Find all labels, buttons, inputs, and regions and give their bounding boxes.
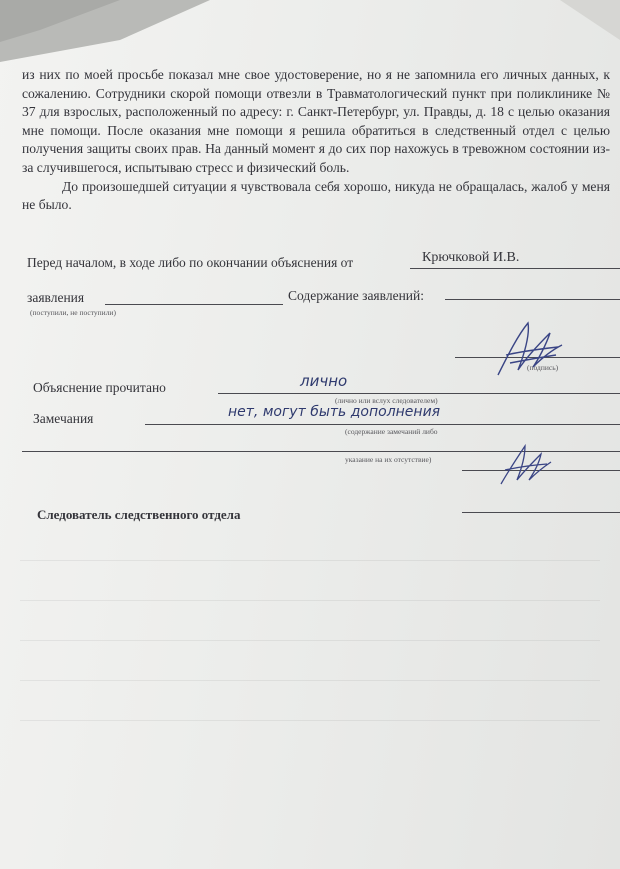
content-label: Содержание заявлений: <box>288 288 424 303</box>
remarks-value: нет, могут быть дополнения <box>228 404 441 420</box>
signature-1 <box>488 315 568 385</box>
remarks-label: Замечания <box>33 411 94 426</box>
content-line <box>445 299 620 300</box>
read-label: Объяснение прочитано <box>33 380 166 395</box>
signature-2 <box>495 440 555 490</box>
read-hint: (лично или вслух следователем) <box>335 396 438 405</box>
read-value: лично <box>300 372 348 390</box>
from-name: Крючковой И.В. <box>422 250 520 265</box>
statements-hint: (поступили, не поступили) <box>30 308 116 317</box>
statement-paragraph-2: До произошедшей ситуации я чувствовала себя хорошо, никуда не обращалась, жалоб у меня не было. <box>22 178 610 213</box>
statement-paragraph-1: из них по моей просьбе показал мне свое удостоверение, но я не запомнила его личных данных, к сожалению. Сотрудники скорой помощи отвезли в Травматологический пункт при поликлинике № 37 для взрослых, расположенный по адресу: г. Санкт-Петербург, ул. Правды, д. 18 с целью оказания мне помощи. После оказания мне помощи я решила обратиться в следственный отдел с целью получения защиты своих прав. На данный момент я до сих пор нахожусь в тревожном состоянии из-за случившегося, испытываю стресс и физический боль. <box>22 67 610 175</box>
remarks-hint: (содержание замечаний либо <box>345 427 438 436</box>
investigator-label: Следователь следственного отдела <box>37 507 241 522</box>
from-line <box>410 268 620 269</box>
before-label: Перед началом, в ходе либо по окончании объяснения от <box>27 255 354 270</box>
statements-label: заявления <box>27 290 85 305</box>
investigator-signature-line <box>462 512 620 513</box>
read-line <box>218 393 620 394</box>
signature-hint: (подпись) <box>527 363 559 372</box>
statement-body <box>22 66 610 215</box>
statements-line <box>105 304 283 305</box>
absence-hint: указание на их отсутствие) <box>345 455 432 464</box>
remarks-line <box>145 424 620 425</box>
